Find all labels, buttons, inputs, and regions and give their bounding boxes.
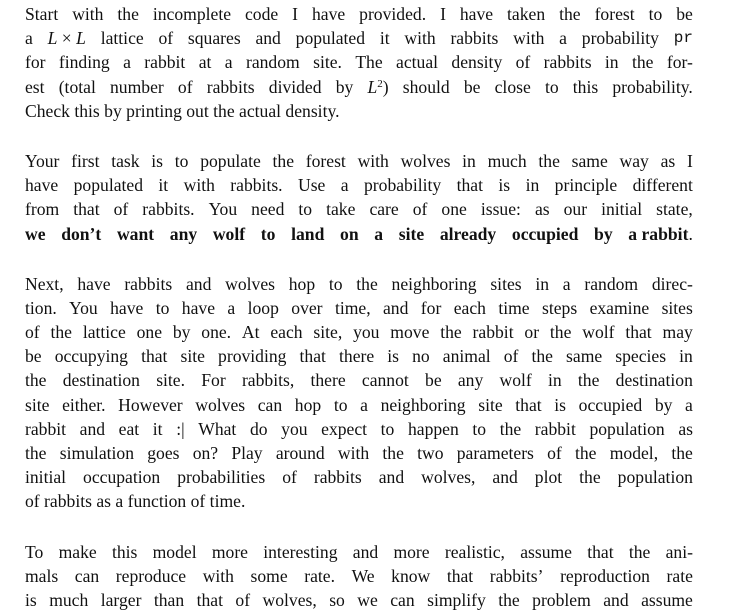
text-line: est (total number of rabbits divided by $L^2$) should be close to this probability. [25, 76, 693, 97]
text-line: a L × L lattice of squares and populated it with rabbits with a probability pr [25, 28, 693, 49]
text-line: site either. However wolves can hop to a neighboring site that is occupied by a [25, 394, 693, 415]
text-line: Next, have rabbits and wolves hop to the neighboring sites in a random direc- [25, 273, 693, 294]
text-line: initial occupation probabilities of rabbits and wolves, and plot the population [25, 467, 693, 488]
text-line: To make this model more interesting and more realistic, assume that the ani- [25, 541, 693, 562]
paragraph-2 [25, 149, 693, 246]
text-line: be occupying that site providing that there is no animal of the same species in [25, 346, 693, 367]
text-line: Start with the incomplete code I have provided. I have taken the forest to be [25, 4, 693, 24]
text-line: Your first task is to populate the forest with wolves in much the same way as I [25, 150, 693, 171]
text-line: rabbit and eat it :| What do you expect to happen to the rabbit population as [25, 418, 693, 439]
paragraph-4 [25, 540, 693, 612]
text-line-bold: we don’t want any wolf to land on a site already occupied by a rabbit. [25, 223, 693, 244]
paragraph-3 [25, 272, 693, 514]
text-line: the destination site. For rabbits, there cannot be any wolf in the destination [25, 370, 693, 391]
text-line: tion. You have to have a loop over time, and for each time steps examine sites [25, 297, 693, 318]
text-line: mals can reproduce with some rate. We know that rabbits’ reproduction rate [25, 565, 693, 586]
text-line: from that of rabbits. You need to take care of one issue: as our initial state, [25, 199, 693, 220]
text-line: of the lattice one by one. At each site, you move the rabbit or the wolf that may [25, 322, 693, 343]
text-line: Check this by printing out the actual density. [25, 100, 340, 121]
text-line: of rabbits as a function of time. [25, 491, 246, 512]
document-body [25, 2, 693, 612]
text-line: have populated it with rabbits. Use a probability that is in principle different [25, 175, 693, 196]
text-line: the simulation goes on? Play around with the two parameters of the model, the [25, 443, 693, 463]
text-line: is much larger than that of wolves, so we can simplify the problem and assume [25, 589, 693, 610]
paragraph-1 [25, 2, 693, 123]
text-line: for finding a rabbit at a random site. The actual density of rabbits in the for- [25, 52, 693, 73]
